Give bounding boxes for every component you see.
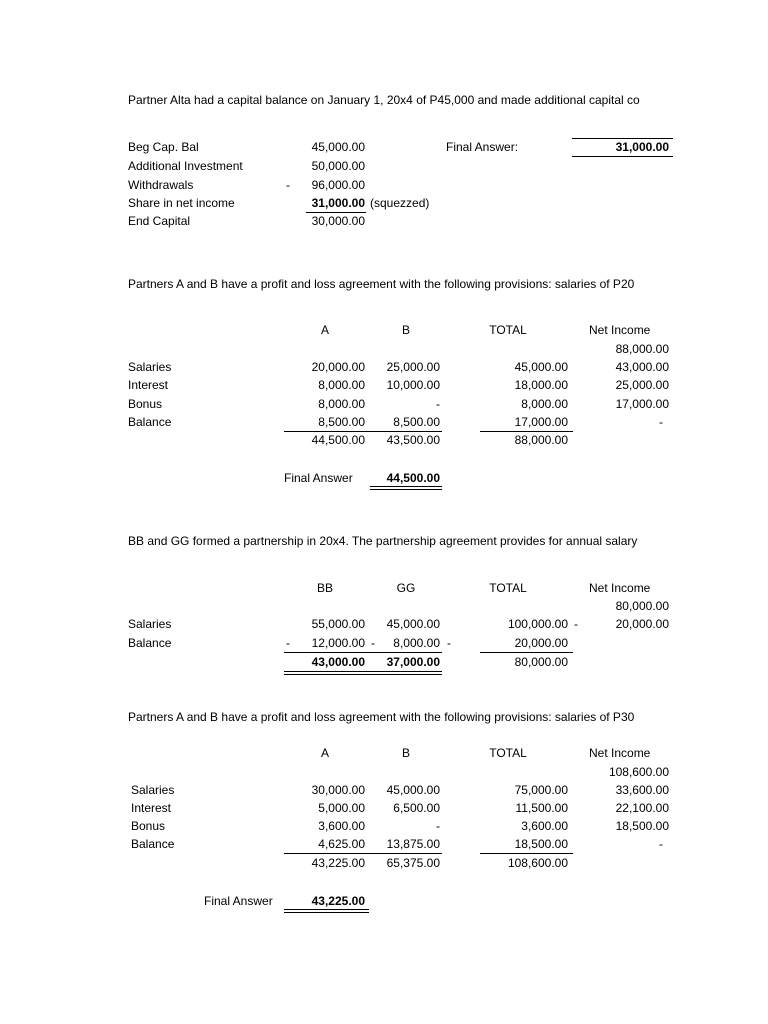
problem-1-text: Partner Alta had a capital balance on January 1, 20x4 of P45,000 and made additional capital co	[128, 93, 640, 107]
row-label: Bonus	[128, 397, 163, 411]
row-value: 45,000.00	[311, 140, 365, 154]
value-b: 45,000.00	[386, 783, 440, 797]
total-b: 43,500.00	[386, 433, 440, 447]
value-b: -	[436, 819, 440, 833]
underline	[284, 853, 442, 854]
value-net: 22,100.00	[615, 801, 669, 815]
row-label: Interest	[128, 378, 169, 392]
header-b: B	[401, 323, 410, 337]
total-total: 108,600.00	[507, 856, 568, 870]
value-a: 8,000.00	[318, 378, 365, 392]
row-label: End Capital	[128, 214, 191, 228]
value-total: 18,500.00	[514, 837, 568, 851]
value-a: 5,000.00	[318, 801, 365, 815]
underline	[572, 156, 673, 157]
header-b: B	[401, 746, 410, 760]
row-label: Balance	[128, 415, 172, 429]
double-underline	[284, 674, 442, 675]
value-a: 8,500.00	[318, 415, 365, 429]
row-value: 96,000.00	[311, 178, 365, 192]
final-answer-label: Final Answer:	[446, 140, 519, 154]
header-total: TOTAL	[489, 581, 527, 595]
row-label: Balance	[131, 837, 175, 851]
total-total: 80,000.00	[514, 655, 568, 669]
overline	[572, 138, 673, 139]
value-total: 11,500.00	[515, 801, 568, 815]
value-a: 20,000.00	[311, 360, 365, 374]
double-underline	[370, 489, 442, 490]
double-underline	[370, 486, 442, 487]
minus-sign: -	[574, 617, 578, 631]
header-total: TOTAL	[489, 323, 527, 337]
total-b: 65,375.00	[386, 856, 440, 870]
row-note: (squezzed)	[370, 196, 430, 210]
row-label: Interest	[131, 801, 172, 815]
header-a: A	[320, 323, 329, 337]
minus-sign: -	[286, 636, 290, 650]
row-label: Salaries	[131, 783, 175, 797]
header-total: TOTAL	[489, 746, 527, 760]
value-b: 8,500.00	[393, 415, 440, 429]
value-b: 10,000.00	[386, 378, 440, 392]
value-b: 45,000.00	[386, 617, 440, 631]
value-net: 25,000.00	[615, 378, 669, 392]
value-net: 18,500.00	[615, 819, 669, 833]
value-b: 6,500.00	[393, 801, 440, 815]
underline	[284, 652, 442, 653]
row-label: Additional Investment	[128, 159, 243, 173]
value-net: 33,600.00	[615, 783, 669, 797]
value-a: 8,000.00	[318, 397, 365, 411]
double-underline	[284, 912, 369, 913]
final-answer-value: 44,500.00	[386, 471, 440, 485]
double-underline	[284, 671, 442, 672]
minus-sign: -	[371, 636, 375, 650]
net-income-start: 108,600.00	[608, 765, 669, 779]
value-b: 13,875.00	[386, 837, 440, 851]
row-label: Bonus	[131, 819, 166, 833]
header-a: BB	[316, 581, 333, 595]
minus-sign: -	[447, 636, 451, 650]
value-b: -	[436, 397, 440, 411]
value-total: 45,000.00	[514, 360, 568, 374]
row-label: Withdrawals	[128, 178, 194, 192]
value-net: -	[659, 837, 663, 851]
value-a: 3,600.00	[318, 819, 365, 833]
value-b: 8,000.00	[393, 636, 440, 650]
header-net-income: Net Income	[589, 323, 651, 337]
value-total: 20,000.00	[514, 636, 568, 650]
final-answer-label: Final Answer	[284, 471, 353, 485]
final-answer-value: 43,225.00	[311, 894, 365, 908]
total-a: 43,225.00	[311, 856, 365, 870]
underline	[480, 431, 573, 432]
underline	[284, 431, 442, 432]
value-total: 75,000.00	[514, 783, 568, 797]
value-total: 3,600.00	[521, 819, 568, 833]
value-net: -	[659, 415, 663, 429]
minus-sign: -	[286, 178, 290, 192]
value-total: 18,000.00	[514, 378, 568, 392]
total-total: 88,000.00	[514, 433, 568, 447]
underline	[480, 853, 573, 854]
underline	[306, 212, 366, 213]
value-b: 25,000.00	[386, 360, 440, 374]
value-total: 100,000.00	[507, 617, 568, 631]
net-income-start: 88,000.00	[615, 342, 669, 356]
final-answer-label: Final Answer	[204, 894, 273, 908]
row-value: 50,000.00	[311, 159, 365, 173]
value-a: 55,000.00	[311, 617, 365, 631]
row-label: Salaries	[128, 617, 172, 631]
problem-3-text: BB and GG formed a partnership in 20x4. The partnership agreement provides for annual salary	[128, 534, 638, 548]
row-value: 31,000.00	[311, 196, 365, 210]
header-b: GG	[396, 581, 416, 595]
value-a: 4,625.00	[318, 837, 365, 851]
value-total: 8,000.00	[521, 397, 568, 411]
final-answer-value: 31,000.00	[615, 140, 669, 154]
value-net: 20,000.00	[615, 617, 669, 631]
total-b: 37,000.00	[386, 655, 440, 669]
row-label: Salaries	[128, 360, 172, 374]
double-underline	[284, 909, 369, 910]
value-total: 17,000.00	[514, 415, 568, 429]
underline	[480, 652, 573, 653]
total-a: 44,500.00	[311, 433, 365, 447]
row-label: Share in net income	[128, 196, 235, 210]
header-net-income: Net Income	[589, 581, 651, 595]
net-income-start: 80,000.00	[615, 599, 669, 613]
header-net-income: Net Income	[589, 746, 651, 760]
value-a: 30,000.00	[311, 783, 365, 797]
header-a: A	[320, 746, 329, 760]
row-value: 30,000.00	[311, 214, 365, 228]
total-a: 43,000.00	[311, 655, 365, 669]
problem-2-text: Partners A and B have a profit and loss agreement with the following provisions: salaries of P20	[128, 277, 635, 291]
problem-4-text: Partners A and B have a profit and loss agreement with the following provisions: salaries of P30	[128, 710, 635, 724]
value-a: 12,000.00	[311, 636, 365, 650]
row-label: Beg Cap. Bal	[128, 140, 199, 154]
value-net: 17,000.00	[615, 397, 669, 411]
row-label: Balance	[128, 636, 172, 650]
value-net: 43,000.00	[615, 360, 669, 374]
